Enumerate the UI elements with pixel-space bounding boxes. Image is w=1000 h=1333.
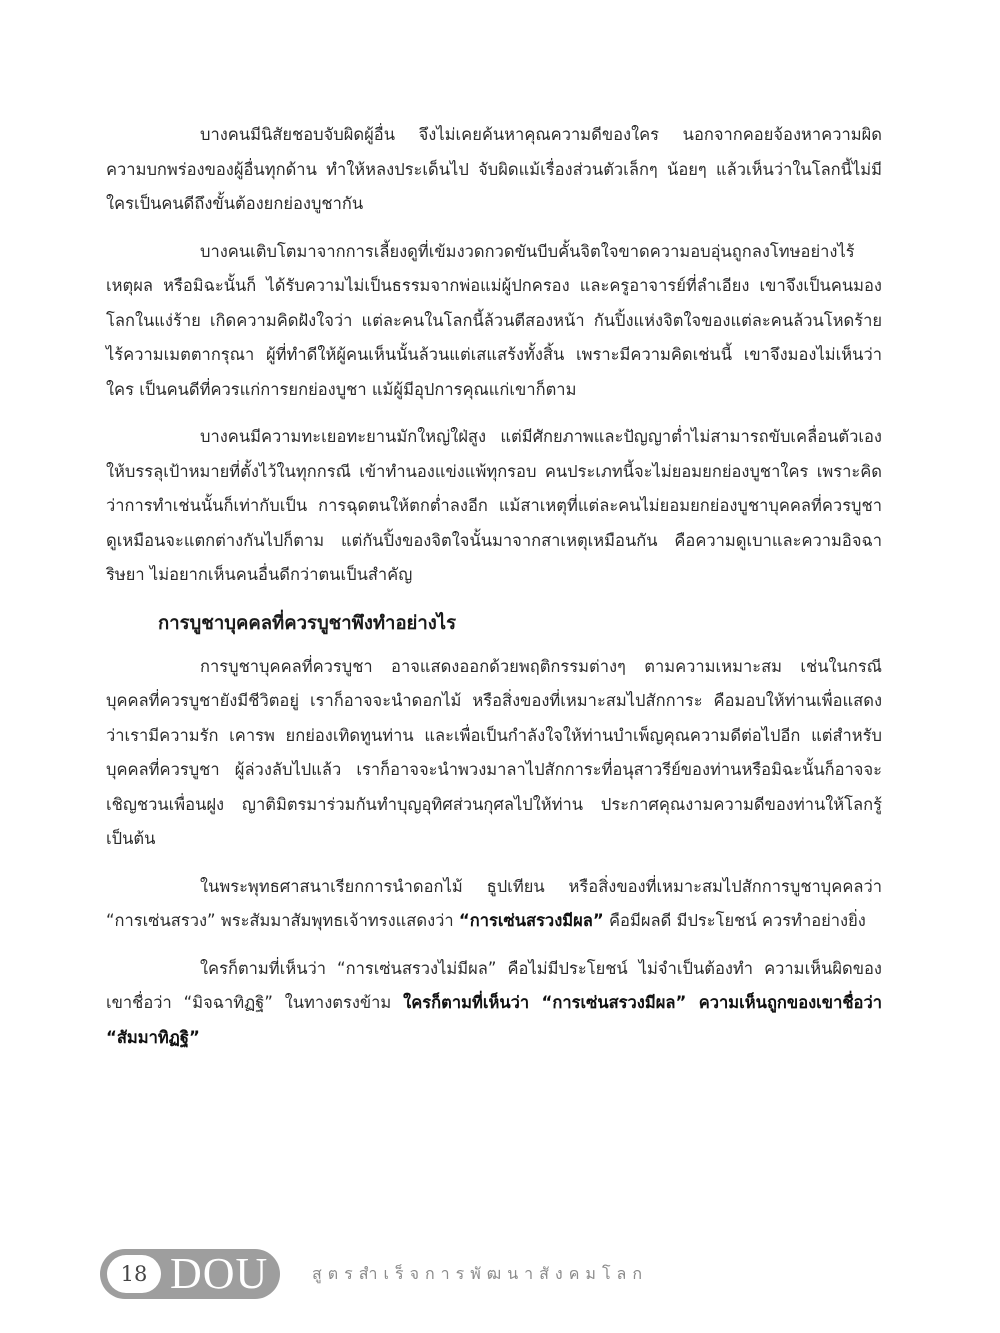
- page-footer: [100, 1249, 930, 1299]
- paragraph-ambition-envy: บางคนมีความทะเยอทะยานมักใหญ่ใฝ่สูง แต่มีศักยภาพและปัญญาต่ำไม่สามารถขับเคลื่อนตัวเองให้บรรลุเป้าหมายที่ตั้งไว้ในทุกกรณี เข้าทำนองแข่งแพ้ทุกรอบ คนประเภทนี้จะไม่ยอมยกย่องบูชาใคร เพราะคิดว่าการทำเช่นนั้นก็เท่ากับเป็น การฉุดตนให้ตกต่ำลงอีก แม้สาเหตุที่แต่ละคนไม่ยอมยกย่องบูชาบุคคลที่ควรบูชา ดูเหมือนจะแตกต่างกันไปก็ตาม แต่กันปิ้งของจิตใจนั้นมาจากสาเหตุเหมือนกัน คือความดูเบาและความอิจฉาริษยา ไม่อยากเห็นคนอื่นดีกว่าตนเป็นสำคัญ: [106, 427, 882, 584]
- offering-text: ในพระพุทธศาสนาเรียกการนำดอกไม้ ธูปเทียน หรือสิ่งของที่เหมาะสมไปสักการบูชาบุคคลว่า “การเซ่นสรวง” พระสัมมาสัมพุทธเจ้าทรงแสดงว่า: [106, 876, 882, 930]
- bold-offering-fruitful: “การเซ่นสรวงมีผล”: [458, 911, 604, 930]
- dou-logo: DOU: [170, 1249, 269, 1298]
- bold-right-view: ใครก็ตามที่เห็นว่า “การเซ่นสรวงมีผล” ความเห็นถูกของเขาชื่อว่า “สัมมาทิฏฐิ”: [106, 993, 882, 1047]
- offering-benefit-text: คือมีผลดี มีประโยชน์ ควรทำอย่างยิ่ง: [609, 911, 866, 930]
- paragraph-fault-finding: บางคนมีนิสัยชอบจับผิดผู้อื่น จึงไม่เคยค้นหาคุณความดีของใคร นอกจากคอยจ้องหาความผิดความบกพร่องของผู้อื่นทุกด้าน ทำให้หลงประเด็นไป จับผิดแม้เรื่องส่วนตัวเล็กๆ น้อยๆ แล้วเห็นว่าในโลกนี้ไม่มีใครเป็นคนดีถึงขั้นต้องยกย่องบูชากัน: [106, 125, 882, 213]
- book-title: สูตรสำเร็จการพัฒนาสังคมโลก: [312, 1264, 649, 1283]
- footer-badge: [100, 1249, 280, 1299]
- paragraph-ways-of-worship: การบูชาบุคคลที่ควรบูชา อาจแสดงออกด้วยพฤติกรรมต่างๆ ตามความเหมาะสม เช่นในกรณีบุคคลที่ควรบูชายังมีชีวิตอยู่ เราก็อาจจะนำดอกไม้ หรือสิ่งของที่เหมาะสมไปสักการะ คือมอบให้ท่านเพื่อแสดงว่าเรามีความรัก เคารพ ยกย่องเทิดทูนท่าน และเพื่อเป็นกำลังใจให้ท่านบำเพ็ญคุณความดีต่อไปอีก แต่สำหรับบุคคลที่ควรบูชา ผู้ล่วงลับไปแล้ว เราก็อาจจะนำพวงมาลาไปสักการะที่อนุสาวรีย์ของท่านหรือมิฉะนั้นก็อาจจะเชิญชวนเพื่อนฝูง ญาติมิตรมาร่วมกันทำบุญอุทิศส่วนกุศลไปให้ท่าน ประกาศคุณงามความดีของท่านให้โลกรู้ เป็นต้น: [106, 656, 882, 848]
- paragraph-offering: [106, 870, 882, 939]
- paragraph-right-view: [106, 952, 882, 1056]
- page-number: 18: [107, 1255, 161, 1293]
- wrong-view-text: ใครก็ตามที่เห็นว่า “การเซ่นสรวงไม่มีผล” คือไม่มีประโยชน์ ไม่จำเป็นต้องทำ ความเห็นผิดของเขาชื่อว่า “มิจฉาทิฏฐิ” ในทางตรงข้าม: [106, 958, 882, 1012]
- paragraph-harsh-upbringing: บางคนเติบโตมาจากการเลี้ยงดูที่เข้มงวดกวดขันบีบคั้นจิตใจขาดความอบอุ่นถูกลงโทษอย่างไร้เหตุผล หรือมิฉะนั้นก็ ได้รับความไม่เป็นธรรมจากพ่อแม่ผู้ปกครอง และครูอาจารย์ที่ลำเอียง เขาจึงเป็นคนมองโลกในแง่ร้าย เกิดความคิดฝังใจว่า แต่ละคนในโลกนี้ล้วนตีสองหน้า กันปิ้งแห่งจิตใจของแต่ละคนล้วนโหดร้าย ไร้ความเมตตากรุณา ผู้ที่ทำดีให้ผู้คนเห็นนั้นล้วนแต่เสแสร้งทั้งสิ้น เพราะมีความคิดเช่นนี้ เขาจึงมองไม่เห็นว่าใคร เป็นคนดีที่ควรแก่การยกย่องบูชา แม้ผู้มีอุปการคุณแก่เขาก็ตาม: [106, 241, 882, 399]
- page-content: [106, 118, 882, 1068]
- section-heading: การบูชาบุคคลที่ควรบูชาพึงทำอย่างไร: [158, 612, 457, 634]
